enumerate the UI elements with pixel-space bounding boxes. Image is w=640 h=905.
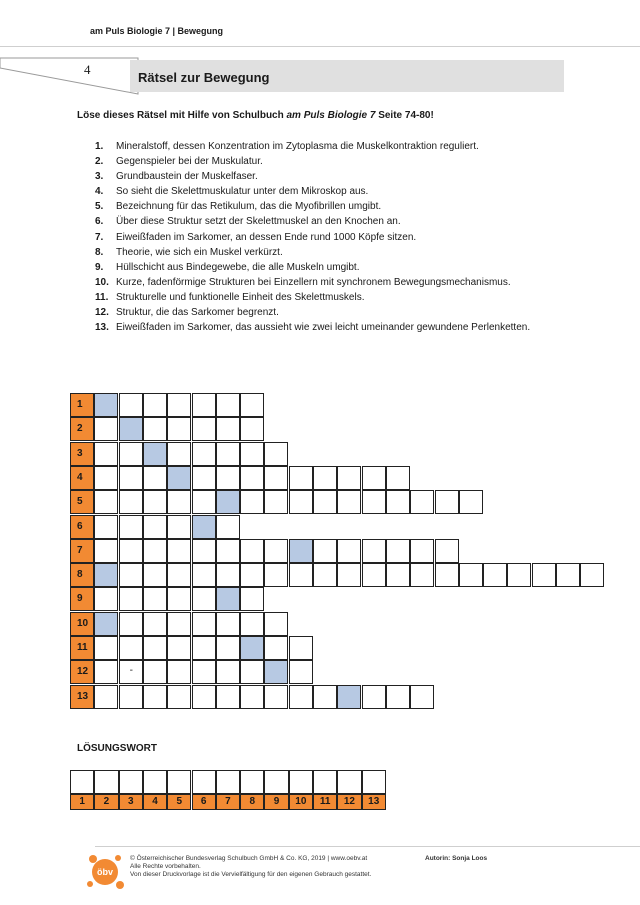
letter-cell[interactable]	[264, 539, 288, 563]
letter-cell[interactable]	[289, 563, 313, 587]
letter-cell[interactable]	[240, 685, 264, 709]
instructions-lead: Löse dieses Rätsel mit Hilfe von Schulbuch	[77, 110, 287, 121]
letter-cell[interactable]	[313, 490, 337, 514]
letter-cell[interactable]	[435, 563, 459, 587]
letter-cell[interactable]	[167, 612, 191, 636]
solution-cell[interactable]	[143, 770, 167, 794]
letter-cell[interactable]	[216, 417, 240, 441]
row-number: 10	[70, 612, 94, 636]
clue-text: Struktur, die das Sarkomer begrenzt.	[116, 307, 279, 319]
letter-cell[interactable]	[143, 490, 167, 514]
letter-cell[interactable]	[386, 490, 410, 514]
solution-cell[interactable]	[362, 770, 386, 794]
letter-cell[interactable]	[119, 490, 143, 514]
letter-cell[interactable]	[143, 660, 167, 684]
clue-item	[95, 305, 545, 320]
solution-number: 8	[240, 794, 264, 810]
letter-cell[interactable]	[362, 539, 386, 563]
letter-cell[interactable]	[167, 563, 191, 587]
letter-cell[interactable]	[143, 417, 167, 441]
letter-cell[interactable]	[143, 539, 167, 563]
letter-cell[interactable]	[167, 660, 191, 684]
solution-letter-cell[interactable]	[337, 685, 361, 709]
letter-cell[interactable]	[94, 539, 118, 563]
solution-number: 9	[264, 794, 288, 810]
letter-cell[interactable]	[556, 563, 580, 587]
solution-letter-cell[interactable]	[289, 539, 313, 563]
letter-cell[interactable]	[507, 563, 531, 587]
solution-letter-cell[interactable]	[264, 660, 288, 684]
letter-cell[interactable]	[240, 539, 264, 563]
instructions-tail: Seite 74-80!	[375, 110, 434, 121]
letter-cell[interactable]	[192, 612, 216, 636]
row-number: 5	[70, 490, 94, 514]
solution-cell[interactable]	[70, 770, 94, 794]
letter-cell[interactable]	[119, 515, 143, 539]
clue-item	[95, 245, 545, 260]
clue-text: Über diese Struktur setzt der Skelettmuskel an den Knochen an.	[116, 216, 401, 228]
letter-cell[interactable]	[119, 466, 143, 490]
footer-usage: Von dieser Druckvorlage ist die Vervielfältigung für den eigenen Gebrauch gestattet.	[130, 871, 372, 878]
page-number: 4	[84, 62, 91, 77]
letter-cell[interactable]	[216, 393, 240, 417]
letter-cell[interactable]	[240, 417, 264, 441]
clue-text: Hüllschicht aus Bindegewebe, die alle Muskeln umgibt.	[116, 261, 360, 273]
letter-cell[interactable]	[216, 660, 240, 684]
letter-cell[interactable]	[264, 490, 288, 514]
letter-cell[interactable]	[143, 612, 167, 636]
row-number: 11	[70, 636, 94, 660]
letter-cell[interactable]	[167, 685, 191, 709]
letter-cell[interactable]	[240, 393, 264, 417]
clue-item	[95, 320, 545, 335]
solution-label: LÖSUNGSWORT	[77, 743, 157, 754]
clue-item	[95, 290, 545, 305]
clue-text: Gegenspieler bei der Muskulatur.	[116, 156, 263, 168]
letter-cell[interactable]	[289, 660, 313, 684]
footer-copyright: © Österreichischer Bundesverlag Schulbuch GmbH & Co. KG, 2019 | www.oebv.at	[130, 855, 368, 862]
letter-cell[interactable]	[192, 490, 216, 514]
letter-cell[interactable]	[143, 685, 167, 709]
letter-cell[interactable]	[143, 587, 167, 611]
footer-divider	[95, 846, 640, 847]
letter-cell[interactable]	[240, 660, 264, 684]
letter-cell[interactable]	[216, 636, 240, 660]
solution-letter-cell[interactable]	[94, 612, 118, 636]
letter-cell[interactable]	[435, 490, 459, 514]
letter-cell[interactable]	[143, 466, 167, 490]
letter-cell[interactable]	[119, 442, 143, 466]
clue-item	[95, 184, 545, 199]
letter-cell[interactable]	[167, 636, 191, 660]
row-number: 3	[70, 442, 94, 466]
letter-cell[interactable]	[216, 612, 240, 636]
clue-item	[95, 154, 545, 169]
letter-cell[interactable]	[192, 442, 216, 466]
clue-item	[95, 260, 545, 275]
solution-number: 6	[192, 794, 216, 810]
row-number: 6	[70, 515, 94, 539]
letter-cell[interactable]	[216, 563, 240, 587]
solution-number: 13	[362, 794, 386, 810]
letter-cell[interactable]	[192, 539, 216, 563]
letter-cell[interactable]	[289, 636, 313, 660]
letter-cell[interactable]	[216, 685, 240, 709]
letter-cell[interactable]	[94, 587, 118, 611]
letter-cell[interactable]	[94, 515, 118, 539]
letter-cell[interactable]	[167, 393, 191, 417]
clue-number: 4.	[95, 186, 104, 198]
row-number: 4	[70, 466, 94, 490]
clue-text: Strukturelle und funktionelle Einheit des Skelettmuskels.	[116, 291, 365, 303]
solution-cell[interactable]	[216, 770, 240, 794]
solution-letter-cell[interactable]	[119, 417, 143, 441]
clue-number: 9.	[95, 261, 104, 273]
letter-cell[interactable]	[362, 563, 386, 587]
letter-cell[interactable]	[94, 636, 118, 660]
oebv-logo	[84, 850, 126, 892]
letter-cell[interactable]	[119, 636, 143, 660]
letter-cell[interactable]	[337, 490, 361, 514]
letter-cell[interactable]	[240, 466, 264, 490]
letter-cell[interactable]	[386, 563, 410, 587]
letter-cell[interactable]	[410, 490, 434, 514]
solution-number: 3	[119, 794, 143, 810]
letter-cell[interactable]	[483, 563, 507, 587]
letter-cell[interactable]	[362, 490, 386, 514]
clue-text: So sieht die Skelettmuskulatur unter dem Mikroskop aus.	[116, 186, 369, 198]
letter-cell[interactable]	[192, 587, 216, 611]
letter-cell[interactable]	[143, 563, 167, 587]
letter-cell[interactable]	[386, 685, 410, 709]
letter-cell[interactable]	[264, 563, 288, 587]
letter-cell[interactable]	[386, 539, 410, 563]
letter-cell[interactable]	[337, 539, 361, 563]
clue-text: Theorie, wie sich ein Muskel verkürzt.	[116, 246, 283, 258]
letter-cell[interactable]	[410, 563, 434, 587]
clue-text: Kurze, fadenförmige Strukturen bei Einzellern mit synchronem Bewegungsmechanismus.	[116, 276, 511, 288]
solution-letter-cell[interactable]	[143, 442, 167, 466]
solution-cell[interactable]	[192, 770, 216, 794]
clue-number: 2.	[95, 156, 104, 168]
letter-cell[interactable]	[459, 490, 483, 514]
solution-number: 5	[167, 794, 191, 810]
solution-letter-cell[interactable]	[240, 636, 264, 660]
row-number: 13	[70, 685, 94, 709]
letter-cell[interactable]	[94, 490, 118, 514]
row-number: 7	[70, 539, 94, 563]
letter-cell[interactable]	[94, 417, 118, 441]
clue-number: 3.	[95, 171, 104, 183]
clue-number: 6.	[95, 216, 104, 228]
clue-item	[95, 199, 545, 214]
row-number: 1	[70, 393, 94, 417]
letter-cell[interactable]	[143, 515, 167, 539]
letter-cell[interactable]	[192, 660, 216, 684]
solution-letter-cell[interactable]	[94, 563, 118, 587]
header-divider	[0, 46, 640, 47]
letter-cell[interactable]	[167, 490, 191, 514]
letter-cell[interactable]	[216, 515, 240, 539]
letter-cell[interactable]	[362, 466, 386, 490]
letter-cell[interactable]	[264, 442, 288, 466]
letter-cell[interactable]	[94, 442, 118, 466]
footer-rights: Alle Rechte vorbehalten.	[130, 863, 201, 870]
letter-cell[interactable]	[240, 442, 264, 466]
letter-cell[interactable]	[119, 393, 143, 417]
letter-cell[interactable]	[240, 490, 264, 514]
letter-cell[interactable]	[289, 466, 313, 490]
row-number: 9	[70, 587, 94, 611]
letter-cell[interactable]	[216, 442, 240, 466]
letter-cell[interactable]	[167, 515, 191, 539]
clue-text: Bezeichnung für das Retikulum, das die Myofibrillen umgibt.	[116, 201, 382, 213]
letter-cell[interactable]	[119, 612, 143, 636]
svg-text:öbv: öbv	[96, 867, 114, 877]
letter-cell[interactable]	[119, 685, 143, 709]
letter-cell[interactable]	[362, 685, 386, 709]
letter-cell[interactable]	[386, 466, 410, 490]
solution-cell[interactable]	[337, 770, 361, 794]
clue-number: 13.	[95, 322, 109, 334]
letter-cell[interactable]	[313, 685, 337, 709]
letter-cell[interactable]	[167, 539, 191, 563]
letter-cell[interactable]	[143, 636, 167, 660]
solution-letter-cell[interactable]	[167, 466, 191, 490]
header-title: am Puls Biologie 7 | Bewegung	[90, 26, 224, 36]
letter-cell[interactable]	[167, 417, 191, 441]
solution-number: 1	[70, 794, 94, 810]
letter-cell[interactable]	[192, 685, 216, 709]
page-tab-shape	[0, 56, 140, 96]
clue-item	[95, 139, 545, 154]
letter-cell[interactable]	[119, 660, 143, 684]
letter-cell[interactable]	[313, 539, 337, 563]
clue-number: 12.	[95, 307, 109, 319]
clue-number: 5.	[95, 201, 104, 213]
clue-item	[95, 214, 545, 229]
clue-number: 11.	[95, 291, 109, 303]
letter-cell[interactable]	[119, 563, 143, 587]
footer-author: Autorin: Sonja Loos	[425, 855, 488, 862]
solution-cell[interactable]	[289, 770, 313, 794]
clue-item	[95, 230, 545, 245]
letter-cell[interactable]	[94, 466, 118, 490]
letter-cell[interactable]	[410, 539, 434, 563]
clue-text: Eiweißfaden im Sarkomer, an dessen Ende rund 1000 Köpfe sitzen.	[116, 231, 417, 243]
letter-cell[interactable]	[337, 563, 361, 587]
letter-cell[interactable]	[240, 612, 264, 636]
letter-cell[interactable]	[119, 587, 143, 611]
clue-text: Grundbaustein der Muskelfaser.	[116, 171, 258, 183]
letter-cell[interactable]	[459, 563, 483, 587]
letter-cell[interactable]	[264, 466, 288, 490]
letter-cell[interactable]	[410, 685, 434, 709]
solution-letter-cell[interactable]	[192, 515, 216, 539]
letter-cell[interactable]	[167, 587, 191, 611]
letter-cell[interactable]	[289, 490, 313, 514]
solution-number: 7	[216, 794, 240, 810]
solution-letter-cell[interactable]	[94, 393, 118, 417]
clue-number: 10.	[95, 276, 109, 288]
letter-cell[interactable]	[264, 636, 288, 660]
solution-cell[interactable]	[119, 770, 143, 794]
solution-cell[interactable]	[167, 770, 191, 794]
clue-text: Mineralstoff, dessen Konzentration im Zytoplasma die Muskelkontraktion reguliert.	[116, 141, 479, 152]
solution-letter-cell[interactable]	[216, 587, 240, 611]
letter-cell[interactable]	[313, 466, 337, 490]
letter-cell[interactable]	[264, 612, 288, 636]
letter-cell[interactable]	[143, 393, 167, 417]
letter-cell[interactable]	[240, 563, 264, 587]
solution-cell[interactable]	[313, 770, 337, 794]
solution-number: 2	[94, 794, 118, 810]
letter-cell[interactable]	[240, 587, 264, 611]
letter-cell[interactable]	[167, 442, 191, 466]
clue-number: 1.	[95, 141, 104, 152]
solution-cell[interactable]	[94, 770, 118, 794]
page-title: Rätsel zur Bewegung	[138, 70, 270, 85]
letter-cell[interactable]	[119, 539, 143, 563]
clue-number: 7.	[95, 231, 104, 243]
letter-cell[interactable]	[289, 685, 313, 709]
solution-number: 4	[143, 794, 167, 810]
letter-cell[interactable]	[94, 685, 118, 709]
instructions	[77, 110, 434, 121]
letter-cell[interactable]	[264, 685, 288, 709]
letter-cell[interactable]	[580, 563, 604, 587]
letter-cell[interactable]	[192, 393, 216, 417]
clue-text: Eiweißfaden im Sarkomer, das aussieht wie zwei leicht umeinander gewundene Perlenketten.	[116, 322, 531, 334]
clue-item	[95, 169, 545, 184]
solution-letter-cell[interactable]	[216, 490, 240, 514]
clue-item	[95, 275, 545, 290]
letter-cell[interactable]	[192, 466, 216, 490]
solution-number: 12	[337, 794, 361, 810]
letter-cell[interactable]	[532, 563, 556, 587]
solution-number: 10	[289, 794, 313, 810]
letter-cell[interactable]	[216, 539, 240, 563]
letter-cell[interactable]	[192, 636, 216, 660]
letter-cell[interactable]	[216, 466, 240, 490]
letter-cell[interactable]	[192, 563, 216, 587]
clue-number: 8.	[95, 246, 104, 258]
solution-cell[interactable]	[240, 770, 264, 794]
solution-number: 11	[313, 794, 337, 810]
row-number: 8	[70, 563, 94, 587]
letter-cell[interactable]	[337, 466, 361, 490]
letter-cell[interactable]	[313, 563, 337, 587]
book-title: am Puls Biologie 7	[286, 110, 376, 121]
footer-text	[130, 855, 371, 879]
solution-cell[interactable]	[264, 770, 288, 794]
row-number: 2	[70, 417, 94, 441]
clue-list	[95, 139, 545, 335]
row-number: 12	[70, 660, 94, 684]
hyphen-mark: -	[129, 665, 133, 677]
letter-cell[interactable]	[94, 660, 118, 684]
letter-cell[interactable]	[192, 417, 216, 441]
letter-cell[interactable]	[435, 539, 459, 563]
